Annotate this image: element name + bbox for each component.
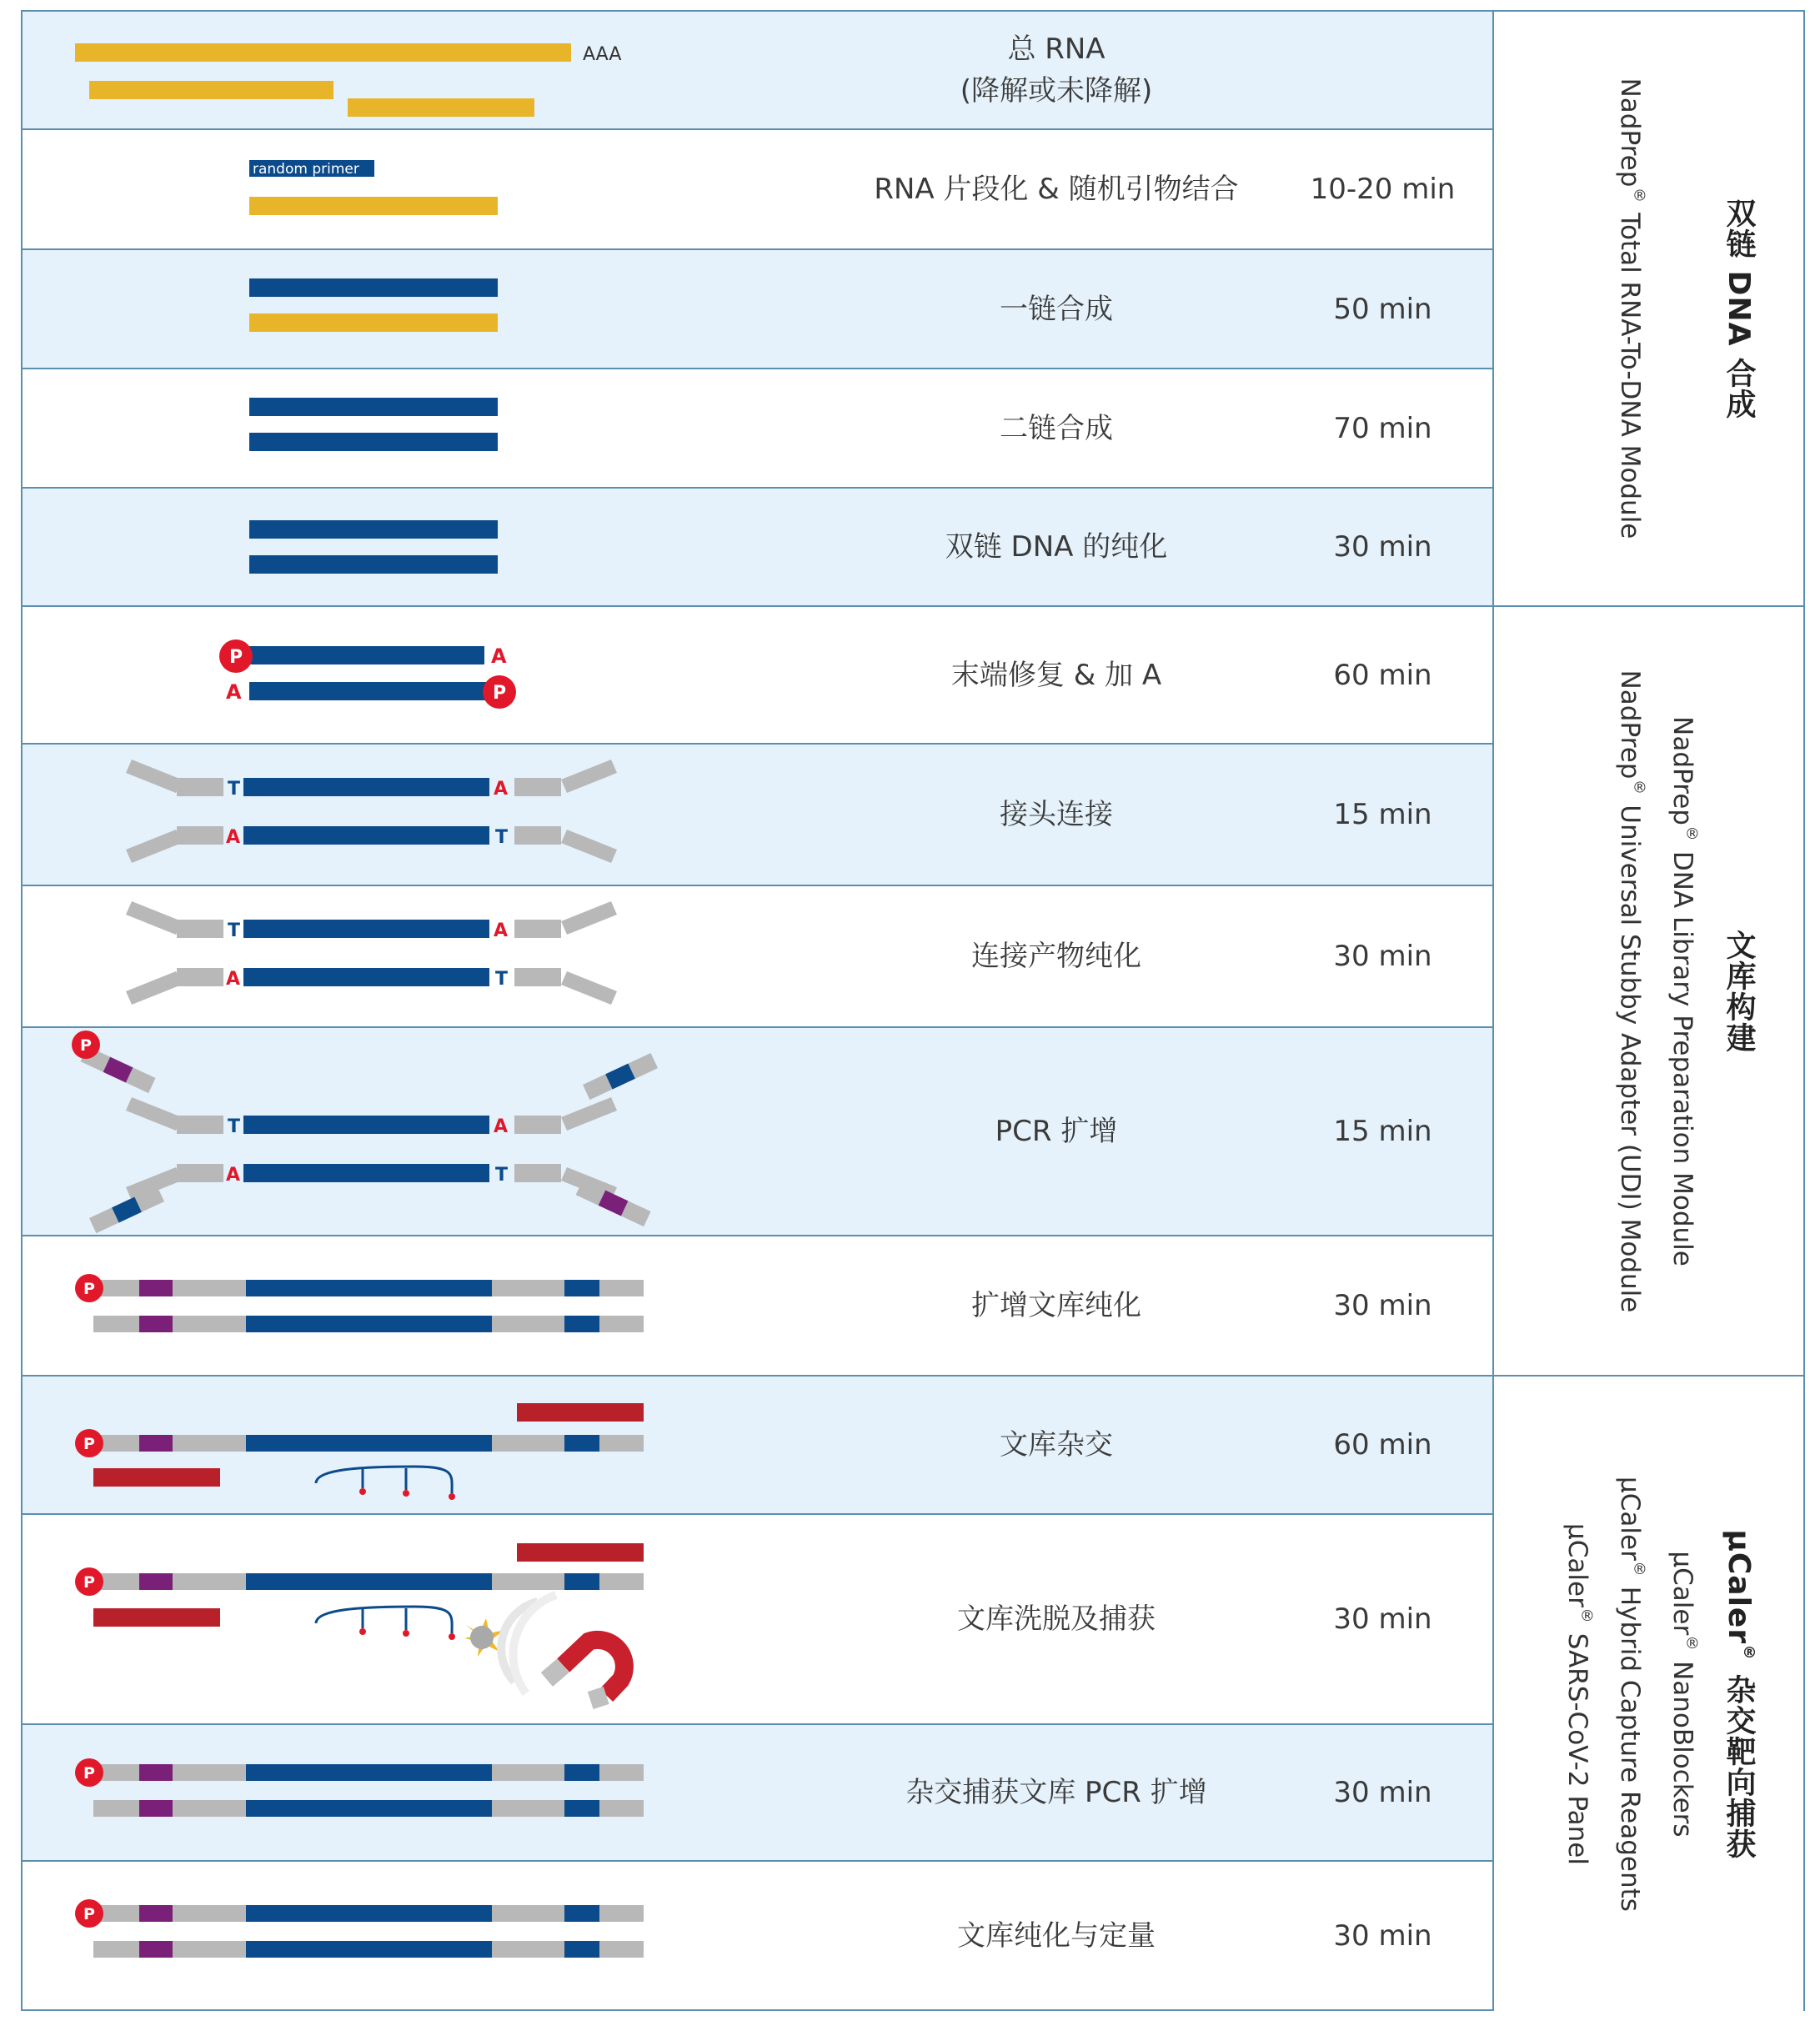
- step-time: 10-20 min: [1310, 173, 1456, 206]
- step-row: [23, 1862, 1492, 2011]
- step-name: 末端修复 & 加 A: [950, 658, 1162, 692]
- svg-text:T: T: [228, 1116, 241, 1137]
- a-overhang-label: A: [491, 644, 507, 668]
- rna-strand: [249, 313, 498, 332]
- rna-strand: [75, 43, 571, 62]
- step-name: 连接产物纯化: [971, 940, 1141, 973]
- dna-insert: [243, 968, 489, 986]
- step-time: 70 min: [1333, 411, 1432, 445]
- svg-text:P: P: [80, 1036, 92, 1055]
- step-row: [23, 369, 1492, 489]
- dna-strand: [249, 398, 498, 416]
- svg-text:A: A: [226, 969, 241, 990]
- group-title: 双链 DNA 合成: [1722, 198, 1756, 419]
- step-name: 一链合成: [1000, 292, 1113, 326]
- rna-strand: [348, 98, 534, 117]
- capture-probe: [316, 1467, 452, 1493]
- library-strand: [93, 1573, 644, 1590]
- step-row: [23, 12, 1492, 130]
- svg-text:A: A: [494, 779, 509, 800]
- probe-bar: [93, 1468, 220, 1487]
- module-name: µCaler® Hybrid Capture Reagents: [1615, 1476, 1649, 1912]
- dna-strand: [249, 555, 498, 574]
- svg-text:P: P: [228, 647, 243, 668]
- svg-text:T: T: [495, 827, 509, 848]
- dna-insert: [243, 778, 489, 796]
- svg-text:P: P: [83, 1764, 95, 1783]
- step-row: [23, 130, 1492, 250]
- step-time: 30 min: [1333, 940, 1432, 973]
- dna-strand: [249, 520, 498, 539]
- step-time: 30 min: [1333, 1602, 1432, 1636]
- module-name: NadPrep® DNA Library Preparation Module: [1667, 715, 1702, 1266]
- group-library-construction: [1492, 607, 1805, 1377]
- a-overhang-label: A: [226, 680, 242, 704]
- dsdna-illustration: [23, 489, 773, 605]
- step-time: 60 min: [1333, 1428, 1432, 1462]
- dna-insert: [243, 1116, 489, 1134]
- library-strand: [93, 1764, 644, 1781]
- svg-text:P: P: [83, 1573, 95, 1592]
- step-time: [1273, 12, 1492, 128]
- step-name: 杂交捕获文库 PCR 扩增: [905, 1776, 1207, 1809]
- probe-bar: [517, 1543, 644, 1562]
- step-name: 扩增文库纯化: [971, 1289, 1141, 1322]
- rna-fragment: [249, 197, 498, 215]
- second-strand-illustration: [23, 369, 773, 487]
- svg-text:P: P: [492, 683, 507, 704]
- step-name: 二链合成: [1000, 411, 1113, 445]
- step-name: 双链 DNA 的纯化: [945, 530, 1168, 564]
- amplified-library-illustration: [23, 1236, 773, 1375]
- step-name: 总 RNA (降解或未降解): [960, 33, 1153, 108]
- final-library-illustration: [23, 1862, 773, 2009]
- step-time: 15 min: [1333, 1115, 1432, 1148]
- poly-a-tail-label: AAA: [583, 44, 622, 65]
- step-row: [23, 607, 1492, 745]
- end-repair-illustration: [23, 607, 773, 743]
- library-strand: [93, 1316, 644, 1332]
- cdna-strand: [249, 278, 498, 297]
- probe-bar: [93, 1608, 220, 1627]
- step-name: RNA 片段化 & 随机引物结合: [874, 173, 1239, 206]
- ligation-purification-illustration: [23, 886, 773, 1026]
- svg-text:P: P: [83, 1905, 95, 1923]
- svg-text:A: A: [226, 1165, 241, 1186]
- step-name: 文库纯化与定量: [957, 1918, 1156, 1953]
- step-name: 接头连接: [1000, 798, 1113, 831]
- left-adapter-bottom: [126, 826, 223, 863]
- step-time: 30 min: [1333, 530, 1432, 564]
- module-name: NadPrep® Universal Stubby Adapter (UDI) Module: [1615, 669, 1649, 1312]
- dna-insert: [243, 920, 489, 938]
- svg-text:A: A: [226, 827, 241, 848]
- capture-illustration: [23, 1515, 773, 1723]
- group-hybrid-capture: [1492, 1377, 1805, 2011]
- group-title: 文库构建: [1722, 929, 1756, 1053]
- svg-text:T: T: [495, 969, 509, 990]
- hybridization-illustration: [23, 1377, 773, 1513]
- dna-strand: [249, 682, 498, 700]
- library-strand: [93, 1435, 644, 1452]
- svg-text:P: P: [83, 1280, 95, 1298]
- capture-probe: [316, 1607, 452, 1633]
- random-primer-label: random primer: [253, 161, 359, 178]
- step-row: [23, 1725, 1492, 1862]
- step-time: 50 min: [1333, 292, 1432, 326]
- step-row: [23, 489, 1492, 607]
- library-strand: [93, 1280, 644, 1296]
- module-name: µCaler® SARS-CoV-2 Panel: [1562, 1522, 1597, 1865]
- step-name: PCR 扩增: [995, 1115, 1118, 1148]
- module-name: µCaler® NanoBlockers: [1667, 1550, 1702, 1838]
- step-row: [23, 886, 1492, 1028]
- step-row: [23, 1515, 1492, 1725]
- probe-bar: [517, 1403, 644, 1422]
- svg-text:P: P: [83, 1435, 95, 1453]
- library-strand: [93, 1800, 644, 1817]
- svg-text:A: A: [494, 1116, 509, 1137]
- step-time: 30 min: [1333, 1289, 1432, 1322]
- svg-text:T: T: [495, 1165, 509, 1186]
- rna-strand: [89, 81, 333, 99]
- captured-pcr-illustration: [23, 1725, 773, 1860]
- step-row: [23, 250, 1492, 369]
- magnet-icon: [501, 1595, 632, 1712]
- first-strand-illustration: [23, 250, 773, 368]
- step-time: 30 min: [1333, 1776, 1432, 1809]
- step-row: [23, 1028, 1492, 1236]
- group-dsdna-synthesis: [1492, 12, 1805, 607]
- pcr-primer-top-right: [583, 1053, 658, 1100]
- step-time: 60 min: [1333, 658, 1432, 692]
- right-adapter-bottom: [514, 826, 617, 863]
- step-name: 文库洗脱及捕获: [957, 1602, 1156, 1636]
- library-strand: [93, 1941, 644, 1958]
- right-adapter-top: [514, 760, 617, 796]
- dna-strand: [249, 433, 498, 451]
- svg-text:A: A: [494, 920, 509, 941]
- module-name: NadPrep® Total RNA-To-DNA Module: [1615, 78, 1649, 539]
- dna-strand: [249, 646, 484, 664]
- primer-illustration: [23, 130, 773, 248]
- adapter-ligation-illustration: [23, 745, 773, 885]
- group-title: µCaler® 杂交靶向捕获: [1722, 1528, 1758, 1859]
- step-row: [23, 1236, 1492, 1377]
- step-time: 15 min: [1333, 798, 1432, 831]
- dna-insert: [243, 1164, 489, 1182]
- step-row: [23, 1377, 1492, 1515]
- dna-insert: [243, 826, 489, 845]
- svg-text:T: T: [228, 920, 241, 941]
- left-adapter-top: [126, 760, 223, 796]
- workflow-table: [21, 10, 1805, 2011]
- rna-illustration: [23, 12, 773, 128]
- library-strand: [93, 1905, 644, 1922]
- step-time: 30 min: [1333, 1918, 1432, 1953]
- step-row: [23, 745, 1492, 886]
- svg-text:T: T: [228, 779, 241, 800]
- pcr-primer-bottom-left: [89, 1186, 164, 1233]
- step-name: 文库杂交: [1000, 1428, 1113, 1462]
- pcr-amplification-illustration: [23, 1028, 773, 1235]
